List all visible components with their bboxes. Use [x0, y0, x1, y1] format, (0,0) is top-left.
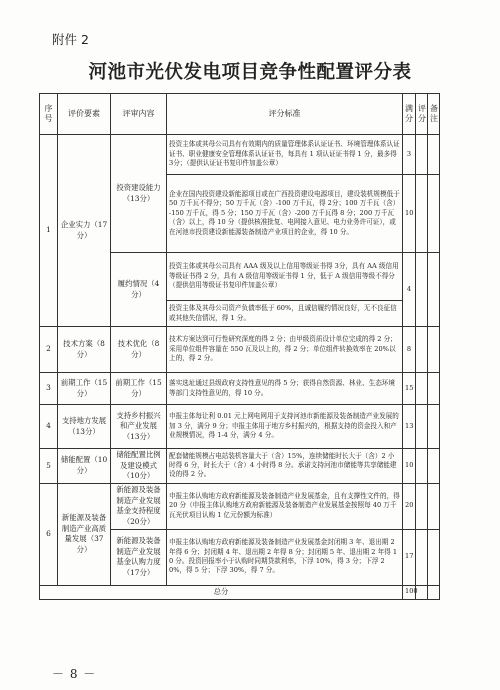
full-score-cell: 4 — [403, 253, 416, 327]
score-cell — [416, 327, 428, 373]
criteria-cell: 企业在国内投资建设新能源项目或在广西投资建设电源项目，建设装机规模低于 50 万千瓦不得分；50 万千瓦（含）-100 万千瓦，得 2分；100 万千瓦（含）-150 万千瓦，得 5 分；150 万千瓦（含）-200 万千瓦得 8 分；200 万千瓦（含）以上，得 10 分（提供核准批复、电网接入意见、电力业务许可证），或在河池市投资建设新能源装备制造产业项目的企业，得 10 分。 — [167, 175, 403, 253]
item-cell: 履约情况（4分） — [111, 253, 167, 327]
item-cell: 投资建设能力（13分） — [111, 135, 167, 253]
criteria-cell: 配套储能规模占电站装机容量大于（含）15%，连续储能时长大于（含）2 小时得 6 分，时长大于（含）4 小时得 8 分。承诺支持河池市储能等共享储能建设的得 2 分。 — [167, 449, 403, 484]
factor-cell: 前期工作（15分） — [58, 373, 111, 405]
header-criteria: 评分标准 — [167, 94, 403, 135]
header-factor: 评价要素 — [58, 94, 111, 135]
table-header-row — [40, 94, 440, 135]
criteria-cell: 投资主体或其母公司具有有效期内的质量管理体系认证证书、环境管理体系认证证书、职业健康安全管理体系认证证书，每具有 1 项认证证书得 1 分，最多得 3分；（提供认证证书复印件加盖公章） — [167, 135, 403, 175]
header-seq: 序号 — [40, 94, 58, 135]
item-cell: 新能源及装备制造产业发展基金支持程度（20分） — [111, 483, 167, 529]
seq-cell: 4 — [40, 405, 58, 449]
total-full-score: 100 — [403, 585, 416, 599]
table-row — [40, 405, 440, 449]
seq-cell: 3 — [40, 373, 58, 405]
seq-cell: 5 — [40, 449, 58, 484]
factor-cell: 企业实力（17分） — [58, 135, 111, 327]
remark-cell — [428, 449, 440, 484]
table-row — [40, 483, 440, 529]
remark-cell — [428, 373, 440, 405]
score-cell — [416, 135, 428, 175]
full-score-cell: 10 — [403, 175, 416, 253]
factor-cell: 储能配置（10分） — [58, 449, 111, 484]
full-score-cell: 3 — [403, 135, 416, 175]
attachment-label: 附件 2 — [52, 32, 89, 47]
header-full-score: 满分 — [403, 94, 416, 135]
item-cell: 前期工作（15分） — [111, 373, 167, 405]
full-score-cell: 8 — [403, 327, 416, 373]
score-cell — [416, 405, 428, 449]
remark-cell — [428, 135, 440, 175]
seq-cell: 6 — [40, 483, 58, 585]
remark-cell — [428, 327, 440, 373]
criteria-cell: 投资主体或其母公司具有 AAA 级及以上信用等级证书得 3分，具有 AA 级信用等级证书得 2 分，具有 A 级信用等级证书得 1 分，低于 A 级信用等级不得分（提供信用等级证书复印件加盖公章） — [167, 253, 403, 301]
score-cell — [416, 373, 428, 405]
scoring-table — [39, 93, 440, 600]
score-cell — [416, 253, 428, 327]
factor-cell: 技术方案（8分） — [58, 327, 111, 373]
full-score-cell: 13 — [403, 405, 416, 449]
header-item: 评审内容 — [111, 94, 167, 135]
criteria-cell: 申报主体认购地方政府新能源及装备制造产业发展基金，且有支撑性文件的，得 20 分（申报主体认购地方政府新能源及装备制造产业发展基金按照每 40 万千瓦光伏项目认购 1 亿元份额为标准） — [167, 483, 403, 529]
seq-cell: 1 — [40, 135, 58, 327]
criteria-cell: 申报主体每让利 0.01 元上网电网用于支持河池市新能源及装备制造产业发展的加 3 分，满分 9 分；申报主体用于地方乡村振兴的，根据支持的资金投入和产业规模情况，得 1-4 分，满分 4 分。 — [167, 405, 403, 449]
page-number: － 8 － — [52, 667, 97, 681]
factor-cell: 支持地方发展（13分） — [58, 405, 111, 449]
full-score-cell: 17 — [403, 529, 416, 585]
header-remark: 备注 — [428, 94, 440, 135]
table-row — [40, 135, 440, 175]
criteria-cell: 落实选址通过县级政府支持性意见的得 5 分；获得自然资源、林业、生态环境等部门支持性意见的，得 10 分。 — [167, 373, 403, 405]
remark-cell — [428, 529, 440, 585]
total-remark-cell — [428, 585, 440, 599]
total-label: 总分 — [40, 585, 403, 599]
score-cell — [416, 483, 428, 529]
remark-cell — [428, 253, 440, 327]
item-cell: 技术优化（8分） — [111, 327, 167, 373]
criteria-cell: 技术方案达到可行性研究深度的得 2 分；由甲级资质设计单位完成的得 2 分；采用单位组件容量在 550 瓦及以上的，得 2 分；单位组件转换效率在 20%以上的，得 2 分。 — [167, 327, 403, 373]
table-row — [40, 373, 440, 405]
total-row — [40, 585, 440, 599]
full-score-cell: 20 — [403, 483, 416, 529]
full-score-cell: 10 — [403, 449, 416, 484]
score-cell — [416, 175, 428, 253]
score-cell — [416, 529, 428, 585]
full-score-cell: 15 — [403, 373, 416, 405]
factor-cell: 新能源及装备制造产业高质量发展（37分） — [58, 483, 111, 585]
document-title: 河池市光伏发电项目竞争性配置评分表 — [88, 62, 412, 83]
criteria-cell: 申报主体认购地方政府新能源及装备制造产业发展基金封闭期 3 年、退出期 2 年得 6 分；封闭期 4 年、退出期 2 年得 8 分；封闭期 5 年、退出期 2 年得 10 分。投资回报率小于认购时同期贷款利率，下浮 10%，得 3 分；下浮 20%，得 5 分；下浮 30%，得 7 分。 — [167, 529, 403, 585]
remark-cell — [428, 175, 440, 253]
item-cell: 储能配置比例及建设模式（10分） — [111, 449, 167, 484]
table-row — [40, 327, 440, 373]
score-cell — [416, 449, 428, 484]
remark-cell — [428, 483, 440, 529]
header-score: 评分 — [416, 94, 428, 135]
remark-cell — [428, 405, 440, 449]
seq-cell: 2 — [40, 327, 58, 373]
item-cell: 新能源及装备制造产业发展基金认购力度（17分） — [111, 529, 167, 585]
criteria-cell: 投资主体及其母公司资产负债率低于 60%，且诚信履约情况良好，无不良征信或其他失信情况，得 1 分。 — [167, 301, 403, 327]
item-cell: 支持乡村振兴和产业发展（13分） — [111, 405, 167, 449]
table-row — [40, 449, 440, 484]
